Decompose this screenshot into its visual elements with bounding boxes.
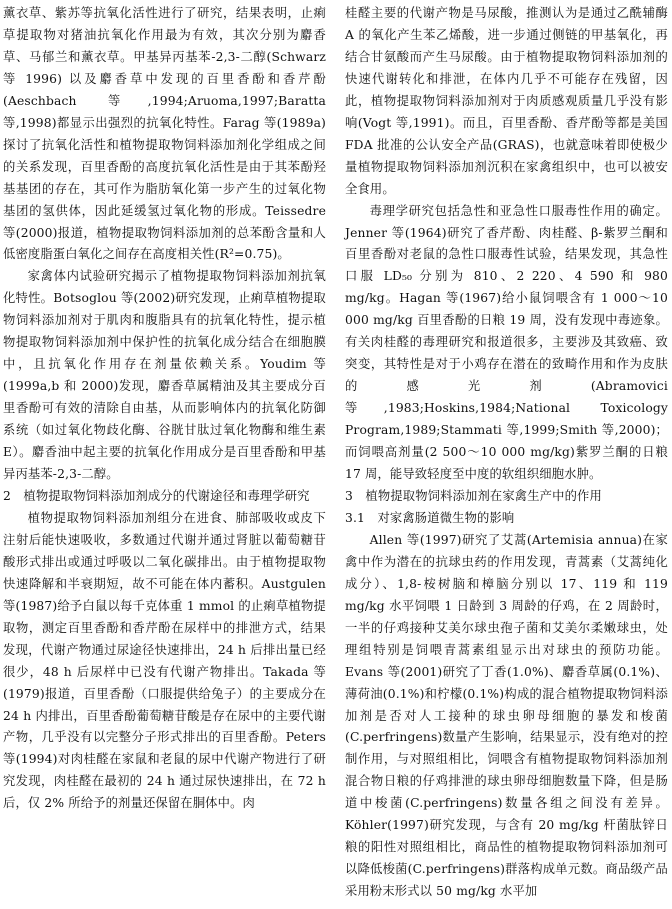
section-3-heading: 3 植物提取物饲料添加剂在家禽生产中的作用 xyxy=(345,488,602,503)
left-continuation-text: 薰衣草、紫苏等抗氧化活性进行了研究，结果表明，止痢草提取物对猪油抗氧化作用最为有效，其次分别为麝香草、马郁兰和薰衣草。甲基异丙基苯-2,3-二醇(Schwarz 等 1996) 以及麝香草中发现的百里香酚和香芹酚(Aeschbach 等,1994;Aruoma,1997;Baratta 等,1998)都显示出强烈的抗氧化特性。Farag 等(1989a)探讨了抗氧化活性和植物提取物饲料添加剂化学组成之间的关系发现，百里香酚的高度抗氧化活性是由于其苯酚羟基基团的存在，其可作为脂肪氧化第一步产生的过氧化物基团的氢供体，因此延缓氢过氧化物的形成。Teissedre 等(2000)报道，植物提取物饲料添加剂的总苯酚含量和人低密度脂蛋白氧化之间存在高度相关性(R²=0.75)。 xyxy=(3,6,326,262)
left-column xyxy=(3,3,326,815)
antioxidant-in-vivo-paragraph: 家禽体内试验研究揭示了植物提取物饲料添加剂抗氧化特性。Botsoglou 等(2002)研究发现，止痢草植物提取物饲料添加剂对于肌肉和腹脂具有的抗氧化特性，提示植物提取物饲料添加剂中保护性的抗氧化成分结合在细胞膜中，且抗氧化作用存在剂量依赖关系。Youdim 等(1999a,b 和 2000)发现，麝香草属精油及其主要成分百里香酚可有效的清除自由基，从而影响体内的抗氧化防御系统（如过氧化物歧化酶、谷胱甘肽过氧化物酶和维生素 E）。麝香油中起主要的抗氧化作用成分是百里香酚和甲基异丙基苯-2,3-二醇。 xyxy=(3,269,326,482)
right-continuation-text: 桂醛主要的代谢产物是马尿酸，推测认为是通过乙酰辅酶 A 的氧化产生苯乙烯酸，进一步通过侧链的甲基氧化，再结合甘氨酸而产生马尿酸。由于植物提取物饲料添加剂的快速代谢转化和排泄，在体内几乎不可能存在残留，因此，植物提取物饲料添加剂对于肉质感观质量几乎没有影响(Vogt 等,1991)。而且，百里香酚、香芹酚等都是美国 FDA 批准的公认安全产品(GRAS)，也就意味着即使极少量植物提取物饲料添加剂沉积在家禽组织中，也可以被安全食用。 xyxy=(345,6,668,196)
gut-microbiota-paragraph: Allen 等(1997)研究了艾蒿(Artemisia annua)在家禽中作为潜在的抗球虫药的作用发现，青蒿素（艾蒿纯化成分）、1,8-桉树脑和樟脑分别以 17、119 和 119 mg/kg 水平饲喂 1 日龄到 3 周龄的仔鸡，在 2 周龄时，一半的仔鸡接种艾美尔球虫孢子菌和艾美尔柔嫩球虫，处理组特别是饲喂青蒿素组显示出对球虫的预防功能。Evans 等(2001)研究了丁香(1.0%)、麝香草属(0.1%)、薄荷油(0.1%)和柠檬(0.1%)构成的混合植物提取物饲料添加剂是否对人工接种的球虫卵母细胞的暴发和梭菌(C.perfringens)数量产生影响，结果显示，没有绝对的控制作用，与对照组相比，饲喂含有植物提取物饲料添加剂混合物日粮的仔鸡排泄的球虫卵母细胞数量下降，但是肠道中梭菌(C.perfringens)数量各组之间没有差异。Köhler(1997)研究发现，与含有 20 mg/kg 杆菌肽锌日粮的阳性对照组相比，商品性的植物提取物饲料添加剂可以降低梭菌(C.perfringens)群落构成单元数。商品级产品采用粉末形式以 50 mg/kg 水平加 xyxy=(345,532,668,899)
right-column xyxy=(345,3,668,903)
metabolism-paragraph: 植物提取物饲料添加剂组分在进食、肺部吸收或皮下注射后能快速吸收，多数通过代谢并通过肾脏以葡萄糖苷酸形式排出或通过呼吸以二氧化碳排出。由于植物提取物快速降解和半衰期短，故不可能在体内蓄积。Austgulen 等(1987)给予白鼠以每千克体重 1 mmol 的止痢草植物提取物，测定百里香酚和香芹酚在尿样中的排泄方式，结果发现，代谢产物通过尿途径快速排出，24 h 后排出量已经很少，48 h 后尿样中已没有代谢产物排出。Takada 等(1979)报道，百里香酚（口服提供给兔子）的主要成分在 24 h 内排出，百里香酚葡萄糖苷酸是存在尿中的主要代谢产物，几乎没有以完整分子形式排出的百里香酚。Peters 等(1994)对肉桂醛在家鼠和老鼠的尿中代谢产物进行了研究发现，肉桂醛在最初的 24 h 通过尿快速排出，在 72 h 后，仅 2% 所给予的剂量还保留在胴体中。肉 xyxy=(3,510,326,811)
section-3-1-heading: 3.1 对家禽肠道微生物的影响 xyxy=(345,510,515,525)
toxicology-paragraph: 毒理学研究包括急性和亚急性口服毒性作用的确定。Jenner 等(1964)研究了香芹酚、肉桂醛、β-紫罗兰酮和百里香酚对老鼠的急性口服毒性试验，结果发现，其急性口服 LD₅₀ 分别为 810、2 220、4 590 和 980 mg/kg。Hagan 等(1967)给小鼠饲喂含有 1 000～10 000 mg/kg 百里香酚的日粮 19 周，没有发现中毒迹象。有关肉桂醛的毒理研究和报道很多，主要涉及其致癌、致突变，其特性是对于小鸡存在潜在的致畸作用和作为皮肤的感光剂(Abramovici 等,1983;Hoskins,1984;National Toxicology Program,1989;Stammati 等,1999;Smith 等,2000)；而饲喂高剂量(2 500～10 000 mg/kg)紫罗兰酮的日粮 17 周，能导致轻度至中度的软组织细胞水肿。 xyxy=(345,203,668,482)
section-2-heading: 2 植物提取物饲料添加剂成分的代谢途径和毒理学研究 xyxy=(3,488,310,503)
